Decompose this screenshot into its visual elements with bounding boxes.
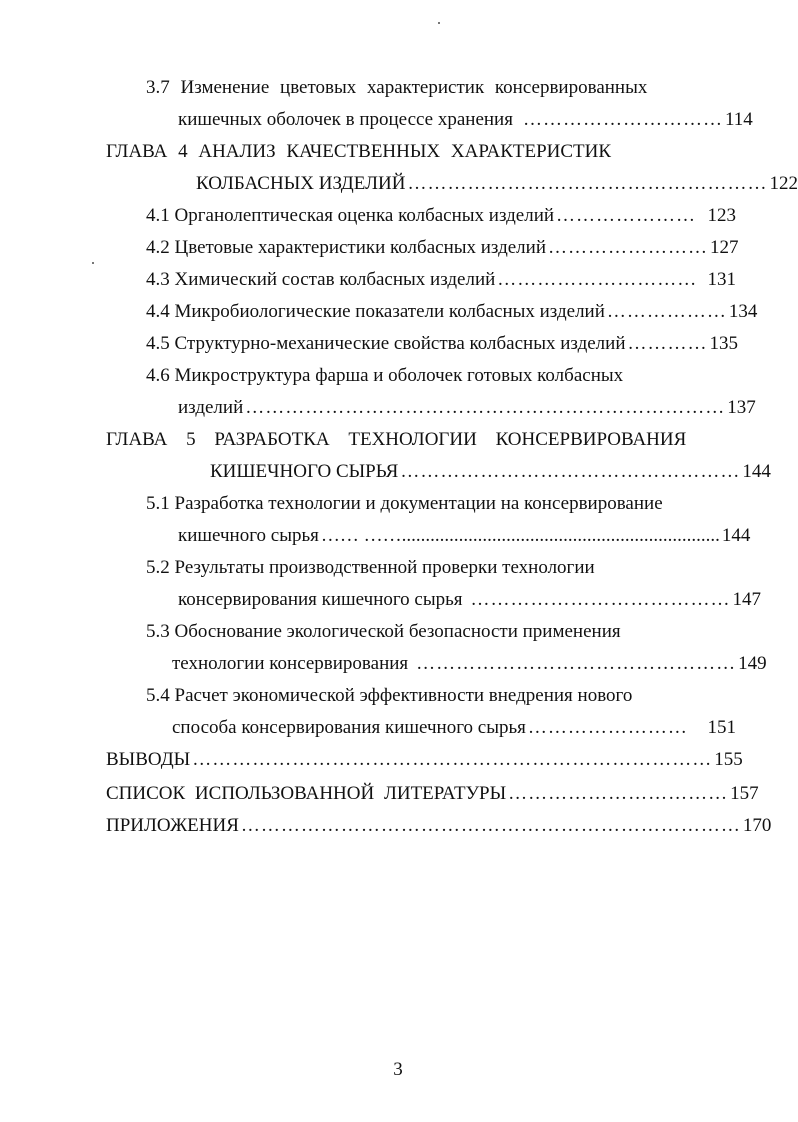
toc-page-number: 157 bbox=[730, 783, 759, 804]
toc-leader-dots: ………………………… bbox=[497, 269, 698, 290]
toc-entry-4-3 bbox=[146, 268, 736, 292]
toc-entry-title: кишечного сырья bbox=[178, 525, 319, 546]
toc-chapter-5-line2 bbox=[210, 460, 771, 484]
toc-entry-title: изделий bbox=[178, 397, 244, 418]
toc-leader-dots: ………………………………………… bbox=[416, 653, 737, 674]
toc-chapter-4-line1: ГЛАВА 4 АНАЛИЗ КАЧЕСТВЕННЫХ ХАРАКТЕРИСТИК bbox=[106, 141, 612, 162]
toc-entry-4-2 bbox=[146, 236, 739, 260]
toc-entry-5-1-line2 bbox=[178, 524, 751, 548]
toc-entry-5-2-line1: 5.2 Результаты производственной проверки технологии bbox=[146, 557, 595, 578]
toc-page-number: 155 bbox=[714, 749, 743, 770]
toc-page-number: 170 bbox=[742, 815, 772, 836]
toc-entry-title: ПРИЛОЖЕНИЯ bbox=[106, 815, 239, 836]
scan-mark bbox=[92, 262, 94, 264]
toc-page-number: 134 bbox=[728, 301, 758, 322]
toc-entry-title: консервирования кишечного сырья bbox=[178, 589, 463, 610]
toc-leader-dots: …………………… bbox=[527, 717, 688, 738]
toc-entry-4-6-line2 bbox=[178, 396, 756, 420]
toc-entry-4-6-line1: 4.6 Микроструктура фарша и оболочек готовых колбасных bbox=[146, 365, 624, 386]
toc-page-number: 135 bbox=[709, 333, 738, 354]
toc-page-number: 137 bbox=[727, 397, 756, 418]
toc-entry-4-5 bbox=[146, 332, 736, 356]
toc-leader-dots: …… ……................................................................... bbox=[320, 525, 720, 546]
toc-leader-dots: ………………… bbox=[556, 205, 697, 226]
toc-entry-5-3-line1: 5.3 Обоснование экологической безопасности применения bbox=[146, 621, 621, 642]
toc-entry-title: ВЫВОДЫ bbox=[106, 749, 191, 770]
scan-mark bbox=[438, 22, 440, 24]
toc-entry-title: технологии консервирования bbox=[172, 653, 409, 674]
page-number: 3 bbox=[393, 1059, 403, 1080]
toc-entry-title: СПИСОК ИСПОЛЬЗОВАННОЙ ЛИТЕРАТУРЫ bbox=[106, 783, 507, 804]
toc-entry-title: КИШЕЧНОГО СЫРЬЯ bbox=[210, 461, 399, 482]
toc-entry-title: 4.2 Цветовые характеристики колбасных изделий bbox=[146, 237, 547, 258]
toc-entry-4-4 bbox=[146, 300, 758, 324]
toc-page-number: 131 bbox=[707, 269, 736, 290]
toc-leader-dots: ……………………………………………………………… bbox=[245, 397, 726, 418]
toc-entry-5-1-line1: 5.1 Разработка технологии и документации на консервирование bbox=[146, 493, 663, 514]
toc-entry-title: способа консервирования кишечного сырья bbox=[172, 717, 526, 738]
toc-entry-5-3-line2 bbox=[172, 652, 767, 676]
toc-leader-dots: ………………………………… bbox=[470, 589, 731, 610]
toc-chapter-4-line2 bbox=[196, 172, 798, 196]
toc-page-number: 151 bbox=[707, 717, 736, 738]
toc-entry-appendices bbox=[106, 814, 772, 838]
toc-entry-title: 4.3 Химический состав колбасных изделий bbox=[146, 269, 496, 290]
toc-entry-5-4-line1: 5.4 Расчет экономической эффективности внедрения нового bbox=[146, 685, 633, 706]
toc-entry-3-7-line2 bbox=[178, 108, 753, 132]
toc-entry-title: КОЛБАСНЫХ ИЗДЕЛИЙ bbox=[196, 173, 406, 194]
toc-leader-dots: ……………… bbox=[606, 301, 727, 322]
toc-page-number: 123 bbox=[707, 205, 736, 226]
toc-entry-3-7-line1: 3.7 Изменение цветовых характеристик консервированных bbox=[146, 77, 648, 98]
toc-entry-title: 4.5 Структурно-механические свойства колбасных изделий bbox=[146, 333, 626, 354]
toc-leader-dots: ………………………………………………………………… bbox=[240, 815, 741, 836]
toc-page-number: 144 bbox=[721, 525, 751, 546]
toc-entry-title: 4.4 Микробиологические показатели колбасных изделий bbox=[146, 301, 605, 322]
toc-leader-dots: ……………………………………………… bbox=[407, 173, 768, 194]
toc-entry-5-2-line2 bbox=[178, 588, 762, 612]
toc-page-number: 127 bbox=[710, 237, 739, 258]
toc-entry-references bbox=[106, 782, 759, 806]
toc-chapter-5-line1: ГЛАВА 5 РАЗРАБОТКА ТЕХНОЛОГИИ КОНСЕРВИРОВАНИЯ bbox=[106, 429, 687, 450]
toc-page-number: 122 bbox=[769, 173, 798, 194]
toc-entry-title: кишечных оболочек в процессе хранения bbox=[178, 109, 513, 130]
toc-entry-conclusions bbox=[106, 748, 743, 772]
toc-leader-dots: …………………………………………… bbox=[400, 461, 741, 482]
toc-page-number: 149 bbox=[738, 653, 767, 674]
toc-leader-dots: …………………………… bbox=[508, 783, 729, 804]
toc-leader-dots: …………………… bbox=[548, 237, 709, 258]
toc-leader-dots: ………………………… bbox=[522, 109, 723, 130]
toc-entry-title: 4.1 Органолептическая оценка колбасных изделий bbox=[146, 205, 555, 226]
toc-page-number: 144 bbox=[742, 461, 771, 482]
toc-entry-5-4-line2 bbox=[172, 716, 736, 740]
toc-entry-4-1 bbox=[146, 204, 736, 228]
toc-page-number: 147 bbox=[732, 589, 762, 610]
toc-page-number: 114 bbox=[724, 109, 753, 130]
toc-leader-dots: ………… bbox=[627, 333, 708, 354]
toc-leader-dots: …………………………………………………………………… bbox=[192, 749, 713, 770]
